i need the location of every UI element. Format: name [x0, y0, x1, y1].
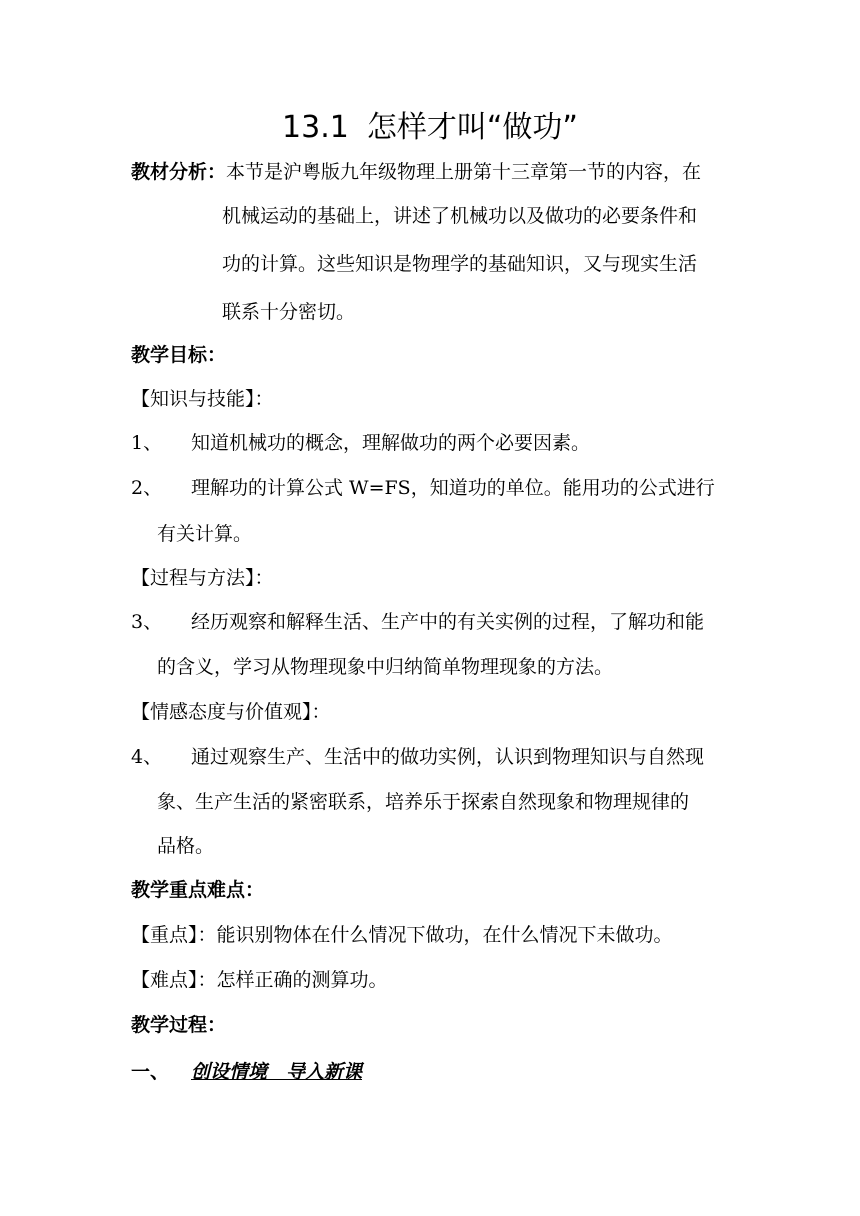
goal-item-2-cont: 有关计算。 [157, 523, 253, 545]
goal-item-1: 1、 知道机械功的概念，理解做功的两个必要因素。 [131, 432, 591, 454]
goal-item-4-cont-2: 品格。 [157, 835, 215, 857]
goal-item-4: 4、 通过观察生产、生活中的做功实例，认识到物理知识与自然现 [131, 746, 705, 768]
difficulty-line: 【难点】：怎样正确的测算功。 [131, 969, 388, 991]
teaching-process-heading: 教学过程： [131, 1014, 227, 1036]
goal-item-3-cont: 的含义，学习从物理现象中归纳简单物理现象的方法。 [157, 656, 614, 678]
process-heading: 【过程与方法】： [131, 567, 274, 589]
goal-item-3: 3、 经历观察和解释生活、生产中的有关实例的过程，了解功和能 [131, 611, 705, 633]
analysis-label: 教材分析： [131, 161, 227, 183]
analysis-line-1: 教材分析：本节是沪粤版九年级物理上册第十三章第一节的内容，在 [131, 161, 702, 183]
key-points-heading: 教学重点难点： [131, 879, 265, 901]
goal-item-4-cont-1: 象、生产生活的紧密联系，培养乐于探索自然现象和物理规律的 [157, 791, 690, 813]
goal-item-2: 2、 理解功的计算公式 W=FS，知道功的单位。能用功的公式进行 [131, 477, 715, 499]
knowledge-heading: 【知识与技能】： [131, 388, 274, 410]
analysis-line-2: 机械运动的基础上，讲述了机械功以及做功的必要条件和 [222, 205, 698, 227]
section-one-title: 创设情境 导入新课 [191, 1061, 363, 1083]
analysis-line-4: 联系十分密切。 [222, 301, 356, 323]
emotion-heading: 【情感态度与价值观】： [131, 701, 331, 723]
title-text: 怎样才叫“做功” [366, 110, 578, 145]
title-number: 13.1 [282, 110, 349, 145]
section-one: 一、 创设情境 导入新课 [131, 1061, 363, 1083]
focus-line: 【重点】：能识别物体在什么情况下做功，在什么情况下未做功。 [131, 924, 673, 946]
goals-heading: 教学目标： [131, 344, 227, 366]
page-title [0, 106, 860, 150]
analysis-line-3: 功的计算。这些知识是物理学的基础知识，又与现实生活 [222, 253, 698, 275]
